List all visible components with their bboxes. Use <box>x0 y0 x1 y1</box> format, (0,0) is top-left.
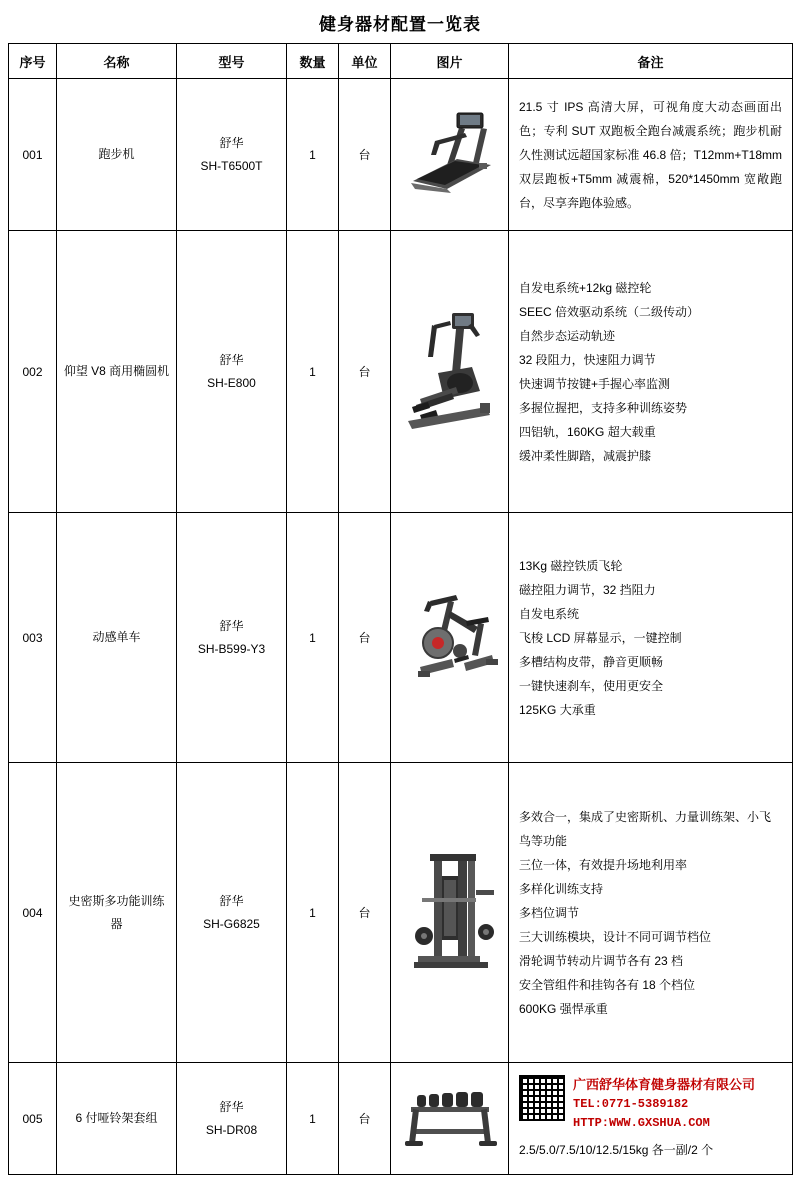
treadmill-photo <box>395 103 505 203</box>
column-header-unit: 单位 <box>339 44 391 79</box>
table-row <box>9 231 793 513</box>
cell-index: 005 <box>9 1063 57 1175</box>
cell-quantity: 1 <box>287 1063 339 1175</box>
note-line: 三位一体，有效提升场地利用率 <box>519 857 688 872</box>
table-row <box>9 513 793 763</box>
cell-name: 动感单车 <box>57 513 177 763</box>
brand-text: 舒华 <box>219 135 244 150</box>
table-row <box>9 79 793 231</box>
cell-name: 仰望 V8 商用椭圆机 <box>57 231 177 513</box>
model-text: SH-E800 <box>207 375 256 390</box>
column-header-image: 图片 <box>391 44 509 79</box>
cell-name: 6 付哑铃架套组 <box>57 1063 177 1175</box>
vendor-contact <box>573 1075 755 1132</box>
vendor-company-name: 广西舒华体育健身器材有限公司 <box>573 1076 756 1092</box>
table-row <box>9 763 793 1063</box>
smith-machine-photo <box>394 836 506 986</box>
elliptical-photo <box>394 295 506 445</box>
brand-text: 舒华 <box>219 1099 244 1114</box>
cell-unit: 台 <box>339 1063 391 1175</box>
vendor-website[interactable]: HTTP:WWW.GXSHUA.COM <box>573 1115 710 1130</box>
cell-name: 史密斯多功能训练器 <box>57 763 177 1063</box>
brand-text: 舒华 <box>219 618 244 633</box>
table-body <box>9 79 793 1175</box>
model-text: SH-G6825 <box>203 916 260 931</box>
cell-quantity: 1 <box>287 79 339 231</box>
model-text: SH-DR08 <box>205 1122 258 1137</box>
cell-image <box>391 1063 509 1175</box>
cell-unit: 台 <box>339 763 391 1063</box>
note-line: 自然步态运动轨迹 <box>519 328 616 343</box>
cell-index: 004 <box>9 763 57 1063</box>
equipment-table <box>8 43 793 1175</box>
note-line: 快速调节按键+手握心率监测 <box>519 376 671 391</box>
note-line: 600KG 强悍承重 <box>519 1001 608 1016</box>
cell-quantity: 1 <box>287 231 339 513</box>
cell-name: 跑步机 <box>57 79 177 231</box>
note-line: 滑轮调节转动片调节各有 23 档 <box>519 953 684 968</box>
cell-index: 001 <box>9 79 57 231</box>
note-line: 32 段阻力，快速阻力调节 <box>519 352 656 367</box>
cell-image <box>391 763 509 1063</box>
vendor-telephone: TEL:0771-5389182 <box>573 1096 689 1111</box>
note-paragraph: 21.5 寸 IPS 高清大屏，可视角度大动态画面出色；专利 SUT 双跑板全跑台减震系统；跑步机耐久性测试远超国家标准 46.8 倍；T12mm+T18mm 双层跑板+T5mm 减震棉，520*1450mm 宽敞跑台，尽享奔跑体验感。 <box>519 99 782 210</box>
column-header-quantity: 数量 <box>287 44 339 79</box>
cell-note <box>509 231 793 513</box>
page-title: 健身器材配置一览表 <box>319 15 481 34</box>
cell-image <box>391 513 509 763</box>
table-header-row <box>9 44 793 79</box>
note-line: 飞梭 LCD 屏幕显示，一键控制 <box>519 630 682 645</box>
note-line: 自发电系统+12kg 磁控轮 <box>519 280 652 295</box>
note-line: 多效合一，集成了史密斯机、力量训练架、小飞鸟等功能 <box>519 809 772 848</box>
cell-unit: 台 <box>339 79 391 231</box>
note-line: 缓冲柔性脚踏，减震护膝 <box>519 448 652 463</box>
table-row <box>9 1063 793 1175</box>
cell-index: 003 <box>9 513 57 763</box>
cell-model <box>177 513 287 763</box>
table-header <box>9 44 793 79</box>
note-line: 一键快速刹车，使用更安全 <box>519 678 664 693</box>
note-line: 磁控阻力调节，32 挡阻力 <box>519 582 656 597</box>
cell-note <box>509 763 793 1063</box>
cell-unit: 台 <box>339 513 391 763</box>
column-header-name: 名称 <box>57 44 177 79</box>
cell-quantity: 1 <box>287 763 339 1063</box>
cell-model <box>177 1063 287 1175</box>
cell-note <box>509 1063 793 1175</box>
spin-bike-photo <box>394 571 506 701</box>
note-line: 多样化训练支持 <box>519 881 604 896</box>
cell-model <box>177 763 287 1063</box>
note-line: SEEC 倍效驱动系统（二级传动） <box>519 304 700 319</box>
vendor-block <box>519 1075 782 1132</box>
cell-note <box>509 79 793 231</box>
cell-unit: 台 <box>339 231 391 513</box>
cell-index: 002 <box>9 231 57 513</box>
note-line: 多档位调节 <box>519 905 580 920</box>
note-line: 安全管组件和挂钩各有 18 个档位 <box>519 977 696 992</box>
cell-image <box>391 231 509 513</box>
cell-image <box>391 79 509 231</box>
dumbbell-spec-text: 2.5/5.0/7.5/10/12.5/15kg 各一副/2 个 <box>519 1143 714 1158</box>
note-line: 多槽结构皮带，静音更顺畅 <box>519 654 664 669</box>
cell-quantity: 1 <box>287 513 339 763</box>
note-line: 125KG 大承重 <box>519 702 596 717</box>
column-header-model: 型号 <box>177 44 287 79</box>
qr-code-icon <box>519 1075 565 1121</box>
note-line: 三大训练模块，设计不同可调节档位 <box>519 929 712 944</box>
model-text: SH-T6500T <box>200 158 263 173</box>
column-header-index: 序号 <box>9 44 57 79</box>
note-line: 自发电系统 <box>519 606 580 621</box>
model-text: SH-B599-Y3 <box>197 641 266 656</box>
brand-text: 舒华 <box>219 352 244 367</box>
brand-text: 舒华 <box>219 893 244 908</box>
note-line: 四铝轨，160KG 超大载重 <box>519 424 656 439</box>
dumbbell-rack-photo <box>395 1079 505 1155</box>
column-header-note: 备注 <box>509 44 793 79</box>
note-line: 多握位握把，支持多种训练姿势 <box>519 400 688 415</box>
cell-model <box>177 79 287 231</box>
note-line: 13Kg 磁控铁质飞轮 <box>519 558 623 573</box>
cell-model <box>177 231 287 513</box>
cell-note <box>509 513 793 763</box>
